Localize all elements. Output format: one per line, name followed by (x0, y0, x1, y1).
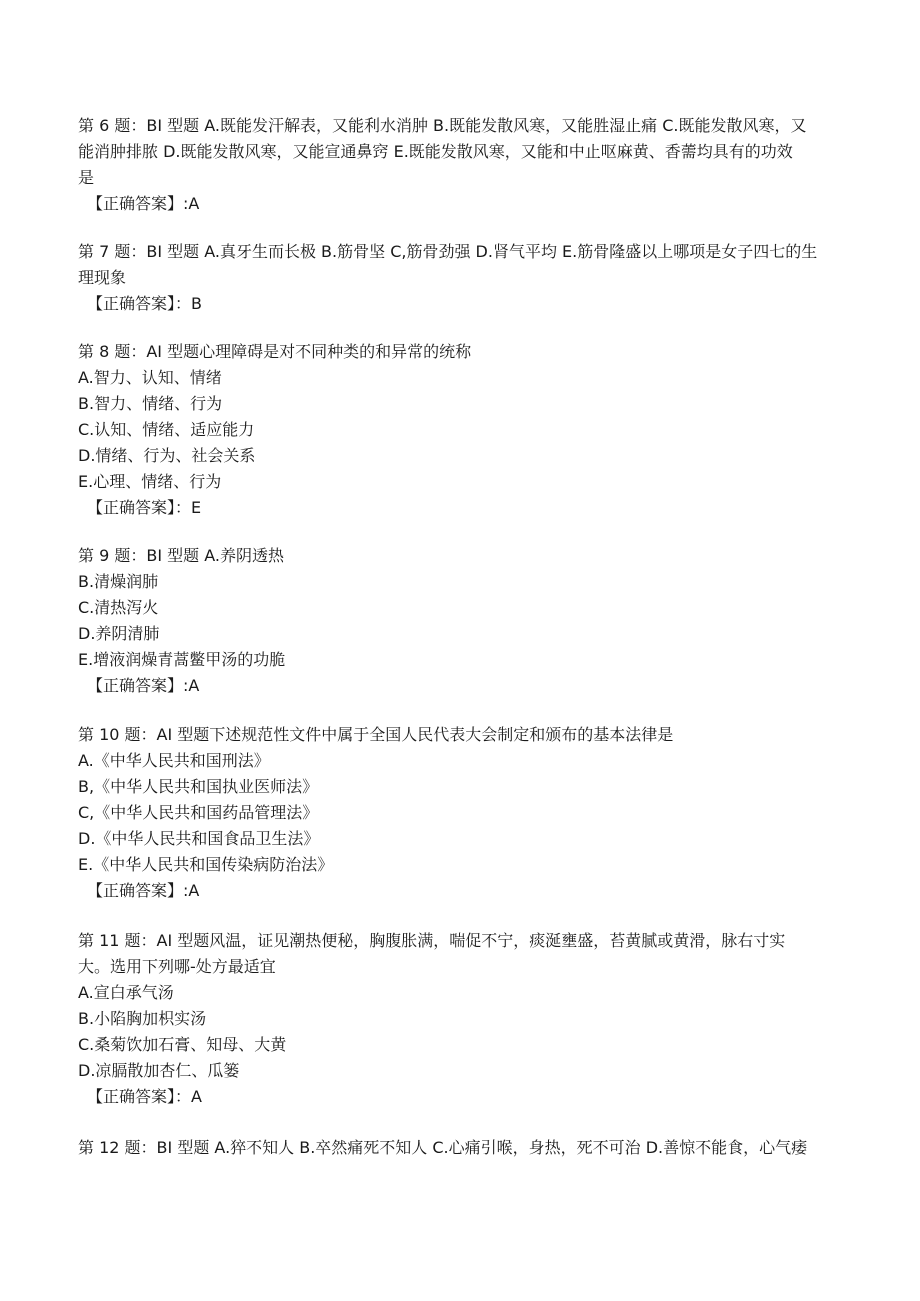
question-11 (78, 928, 838, 1110)
question-text: 第 9 题：BI 型题 A.养阴透热 (78, 546, 284, 565)
option-b: B.小陷胸加枳实汤 (78, 1009, 207, 1028)
option-d: D.《中华人民共和国食品卫生法》 (78, 829, 320, 848)
question-8 (78, 339, 838, 521)
question-text: 理现象 (78, 268, 127, 287)
question-10 (78, 722, 838, 904)
question-6 (78, 113, 838, 217)
correct-answer: 【正确答案】:A (87, 194, 200, 213)
question-text: 第 12 题：BI 型题 A.猝不知人 B.卒然痛死不知人 C.心痛引喉，身热，死不可治 D.善惊不能食，心气痿 (78, 1138, 808, 1157)
option-e: E.《中华人民共和国传染病防治法》 (78, 855, 334, 874)
question-12 (78, 1135, 838, 1161)
question-text: 大。选用下列哪-处方最适宜 (78, 957, 276, 976)
option-d: D.凉膈散加杏仁、瓜篓 (78, 1061, 240, 1080)
question-text: 第 6 题：BI 型题 A.既能发汗解表，又能利水消肿 B.既能发散风寒，又能胜湿止痛 C.既能发散风寒，又 (78, 116, 807, 135)
option-a: A.《中华人民共和国刑法》 (78, 751, 270, 770)
question-text: 第 10 题：AI 型题下述规范性文件中属于全国人民代表大会制定和颁布的基本法律是 (78, 725, 674, 744)
option-b: B,《中华人民共和国执业医师法》 (78, 777, 319, 796)
option-b: B.智力、情绪、行为 (78, 394, 223, 413)
option-c: C,《中华人民共和国药品管理法》 (78, 803, 319, 822)
question-text: 能消肿排脓 D.既能发散风寒，又能宣通鼻窍 E.既能发散风寒，又能和中止呕麻黄、香薷均具有的功效 (78, 142, 793, 161)
question-text: 是 (78, 168, 95, 187)
correct-answer: 【正确答案】:A (87, 881, 200, 900)
option-e: E.增液润燥青蒿鳖甲汤的功脆 (78, 650, 286, 669)
option-c: C.认知、情绪、适应能力 (78, 420, 255, 439)
option-d: D.养阴清肺 (78, 624, 160, 643)
option-a: A.智力、认知、情绪 (78, 368, 222, 387)
option-a: A.宣白承气汤 (78, 983, 174, 1002)
question-text: 第 11 题：AI 型题风温，证见潮热便秘，胸腹胀满，喘促不宁，痰涎壅盛，苔黄腻或黄滑，脉右寸实 (78, 931, 786, 950)
correct-answer: 【正确答案】:A (87, 676, 200, 695)
correct-answer: 【正确答案】：A (87, 1087, 202, 1106)
question-9 (78, 543, 838, 699)
correct-answer: 【正确答案】：E (87, 498, 202, 517)
option-c: C.清热泻火 (78, 598, 159, 617)
option-d: D.情绪、行为、社会关系 (78, 446, 256, 465)
question-text: 第 7 题：BI 型题 A.真牙生而长极 B.筋骨坚 C,筋骨劲强 D.肾气平均 E.筋骨隆盛以上哪项是女子四七的生 (78, 242, 818, 261)
option-b: B.清燥润肺 (78, 572, 159, 591)
question-text: 第 8 题：AI 型题心理障碍是对不同种类的和异常的统称 (78, 342, 472, 361)
option-e: E.心理、情绪、行为 (78, 472, 222, 491)
question-7 (78, 239, 838, 317)
correct-answer: 【正确答案】：B (87, 294, 202, 313)
option-c: C.桑菊饮加石膏、知母、大黄 (78, 1035, 287, 1054)
